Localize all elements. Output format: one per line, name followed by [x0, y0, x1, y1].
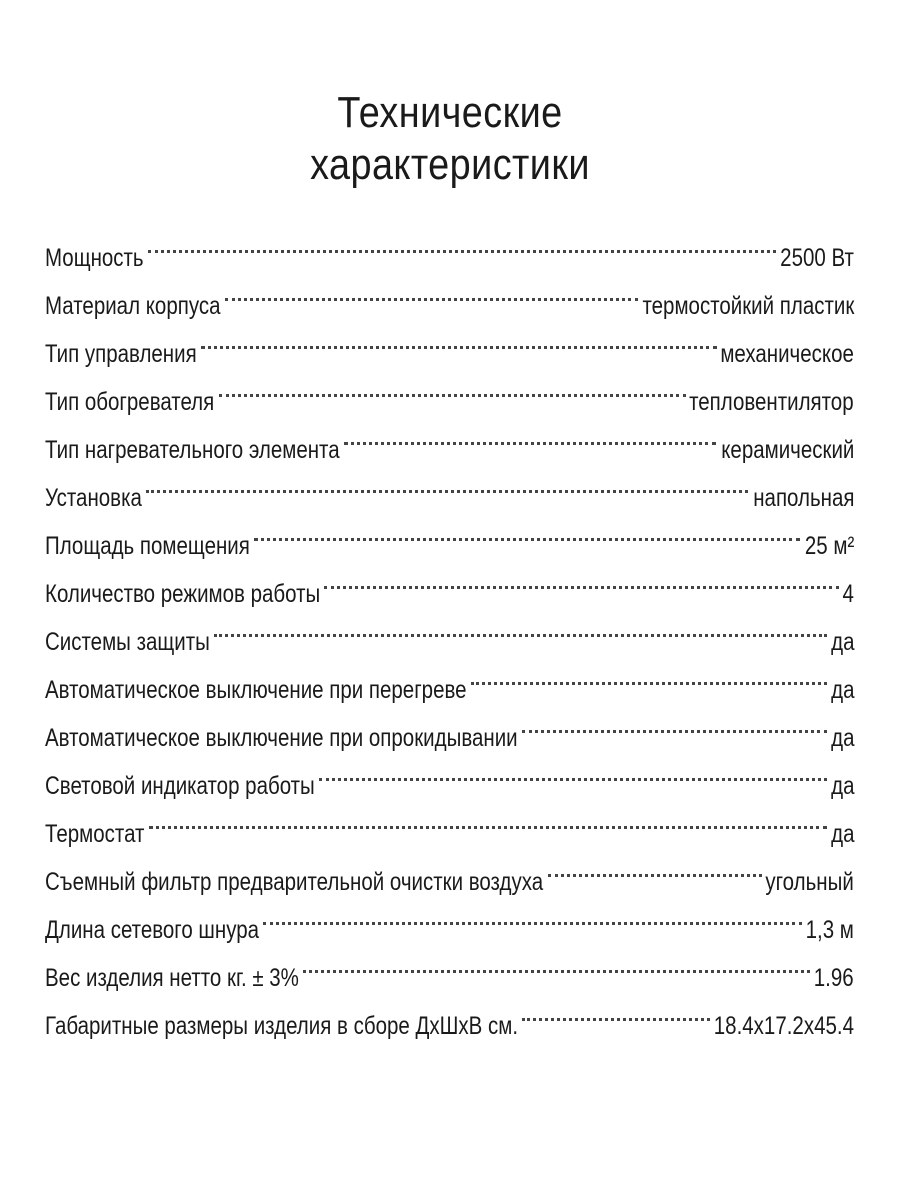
spec-row-thermostat: [45, 794, 854, 848]
spec-label: Площадь помещения: [45, 532, 250, 560]
spec-value: да: [830, 820, 854, 848]
spec-label: Автоматическое выключение при опрокидывании: [45, 724, 518, 752]
spec-label: Количество режимов работы: [45, 580, 321, 608]
dot-leader: [303, 938, 811, 986]
spec-label: Мощность: [45, 244, 144, 272]
spec-label: Термостат: [45, 820, 145, 848]
spec-row-body-material: [45, 266, 854, 320]
spec-label: Габаритные размеры изделия в сборе ДхШхВ см.: [45, 1012, 519, 1040]
spec-value: да: [830, 676, 854, 704]
spec-label: Световой индикатор работы: [45, 772, 315, 800]
spec-label: Материал корпуса: [45, 292, 221, 320]
dot-leader: [146, 458, 748, 506]
page-title-line-2: характеристики: [310, 140, 590, 190]
spec-label: Системы защиты: [45, 628, 210, 656]
page-title-line-1: Технические: [337, 88, 563, 138]
spec-value: механическое: [720, 340, 854, 368]
spec-value: тепловентилятор: [689, 388, 854, 416]
dot-leader: [548, 842, 762, 890]
spec-value: 1,3 м: [805, 916, 854, 944]
dot-leader: [214, 602, 827, 650]
dot-leader: [522, 698, 827, 746]
spec-value: да: [830, 772, 854, 800]
dot-leader: [263, 890, 802, 938]
dot-leader: [471, 650, 828, 698]
spec-label: Тип обогревателя: [45, 388, 215, 416]
dot-leader: [225, 266, 638, 314]
spec-value: 25 м²: [804, 532, 854, 560]
dot-leader: [344, 410, 717, 458]
spec-value: 4: [842, 580, 854, 608]
spec-row-room-area: [45, 506, 854, 560]
dot-leader: [319, 746, 827, 794]
spec-label: Вес изделия нетто кг. ± 3%: [45, 964, 299, 992]
spec-label: Автоматическое выключение при перегреве: [45, 676, 467, 704]
specifications-list: [45, 218, 854, 1040]
spec-value: керамический: [720, 436, 854, 464]
spec-value: 18.4x17.2x45.4: [713, 1012, 854, 1040]
spec-row-installation: [45, 458, 854, 512]
spec-value: напольная: [752, 484, 854, 512]
spec-label: Тип нагревательного элемента: [45, 436, 340, 464]
spec-value: угольный: [765, 868, 854, 896]
spec-value: да: [830, 628, 854, 656]
dot-leader: [201, 314, 717, 362]
spec-label: Длина сетевого шнура: [45, 916, 260, 944]
spec-value: термостойкий пластик: [642, 292, 854, 320]
spec-value: да: [830, 724, 854, 752]
spec-label: Тип управления: [45, 340, 197, 368]
spec-value: 2500 Вт: [780, 244, 854, 272]
dot-leader: [148, 218, 777, 266]
dot-leader: [219, 362, 686, 410]
dot-leader: [149, 794, 827, 842]
spec-label: Съемный фильтр предварительной очистки воздуха: [45, 868, 544, 896]
spec-label: Установка: [45, 484, 142, 512]
dot-leader: [254, 506, 801, 554]
dot-leader: [522, 986, 710, 1034]
spec-value: 1.96: [814, 964, 854, 992]
spec-row-air-filter: [45, 842, 854, 896]
dot-leader: [324, 554, 839, 602]
page-title: [63, 87, 837, 191]
spec-row-power: [45, 218, 854, 272]
